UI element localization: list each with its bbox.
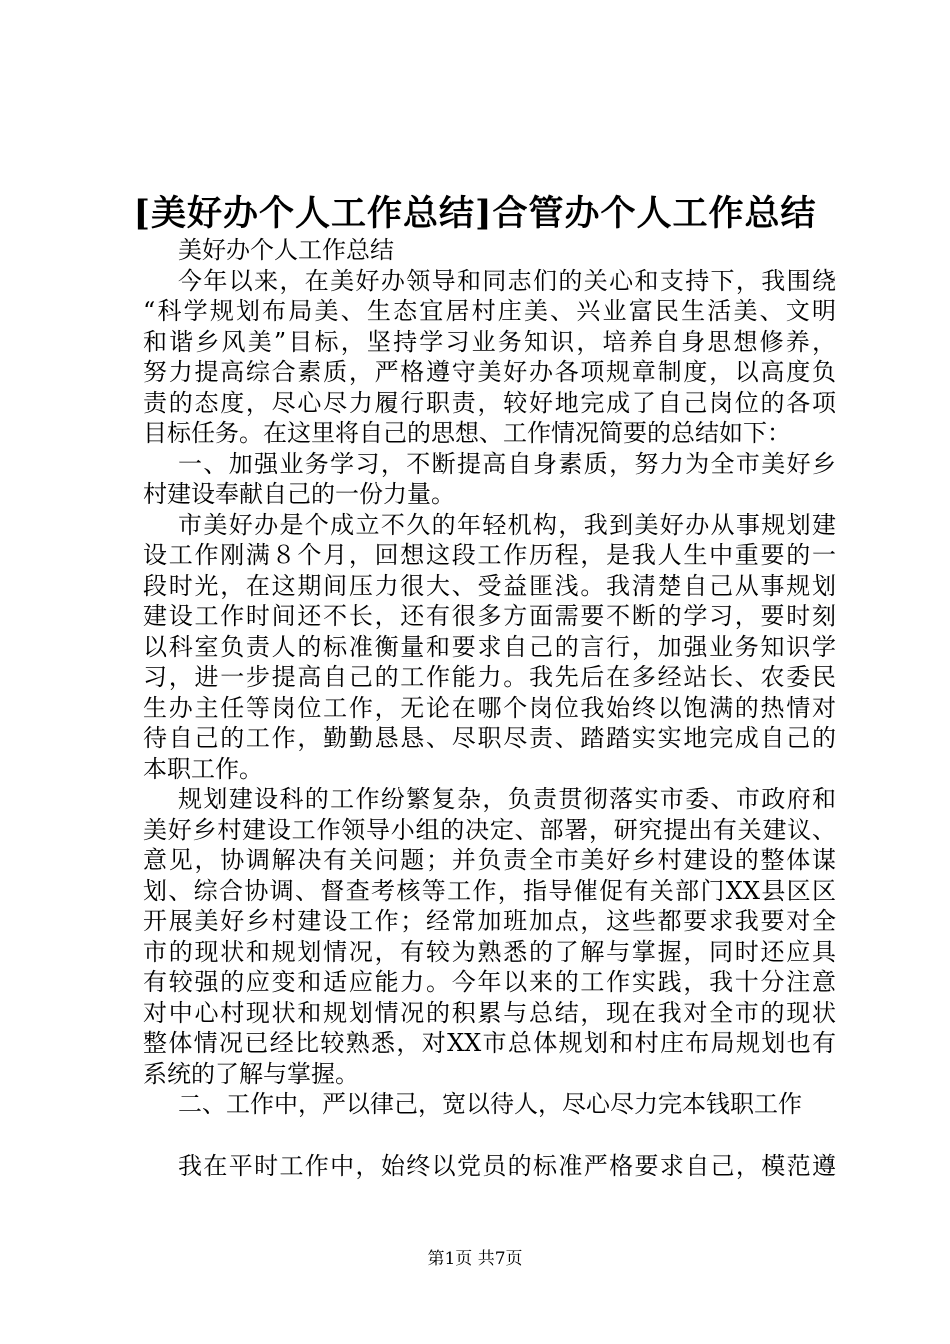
text-line: 一、加强业务学习，不断提高自身素质，努力为全市美好乡 xyxy=(178,449,836,478)
paragraph-gap xyxy=(143,1120,836,1151)
text-line: “科学规划布局美、生态宜居村庄美、兴业富民生活美、文明 xyxy=(143,297,836,325)
text-line: 二、工作中，严以律己，宽以待人，尽心尽力完本钱职工作 xyxy=(178,1090,802,1118)
text-line: 今年以来，在美好办领导和同志们的关心和支持下，我围绕 xyxy=(178,266,836,295)
text-line: 村建设奉献自己的一份力量。 xyxy=(143,480,455,508)
text-line: 和谐乡风美”目标，坚持学习业务知识，培养自身思想修养， xyxy=(143,327,836,356)
text-line: 美好乡村建设工作领导小组的决定、部署，研究提出有关建议、 xyxy=(143,815,836,844)
text-line: 有较强的应变和适应能力。今年以来的工作实践，我十分注意 xyxy=(143,968,836,996)
text-line: 责的态度，尽心尽力履行职责，较好地完成了自己岗位的各项 xyxy=(143,388,836,417)
text-line: 对中心村现状和规划情况的积累与总结，现在我对全市的现状 xyxy=(143,998,836,1027)
text-line: 市的现状和规划情况，有较为熟悉的了解与掌握，同时还应具 xyxy=(143,937,836,966)
text-line: 整体情况已经比较熟悉，对XX市总体规划和村庄布局规划也有 xyxy=(143,1029,836,1057)
text-line: 设工作刚满８个月，回想这段工作历程，是我人生中重要的一 xyxy=(143,541,836,569)
text-line: 市美好办是个成立不久的年轻机构，我到美好办从事规划建 xyxy=(178,510,836,539)
text-line: 规划建设科的工作纷繁复杂，负责贯彻落实市委、市政府和 xyxy=(178,785,836,813)
text-line: 生办主任等岗位工作，无论在哪个岗位我始终以饱满的热情对 xyxy=(143,693,836,722)
text-line: 系统的了解与掌握。 xyxy=(143,1059,359,1088)
text-line: 段时光，在这期间压力很大、受益匪浅。我清楚自己从事规划 xyxy=(143,571,836,600)
text-line: 开展美好乡村建设工作；经常加班加点，这些都要求我要对全 xyxy=(143,907,836,935)
text-line: 习，进一步提高自己的工作能力。我先后在多经站长、农委民 xyxy=(143,663,836,691)
text-line: 努力提高综合素质，严格遵守美好办各项规章制度，以高度负 xyxy=(143,358,836,386)
text-line: 划、综合协调、督查考核等工作，指导催促有关部门XX县区区 xyxy=(143,876,836,905)
document-body xyxy=(143,235,836,1181)
text-line: 建设工作时间还不长，还有很多方面需要不断的学习，要时刻 xyxy=(143,602,836,630)
document-title: [美好办个人工作总结]合管办个人工作总结 xyxy=(133,193,817,234)
text-line: 待自己的工作，勤勤恳恳、尽职尽责、踏踏实实地完成自己的 xyxy=(143,724,836,752)
text-line: 美好办个人工作总结 xyxy=(178,236,394,264)
text-line: 本职工作。 xyxy=(143,754,263,783)
text-line: 目标任务。在这里将自己的思想、工作情况简要的总结如下： xyxy=(143,419,791,447)
text-line: 我在平时工作中，始终以党员的标准严格要求自己，模范遵 xyxy=(178,1151,836,1180)
page-footer: 第1页 共7页 xyxy=(427,1249,523,1269)
text-line: 意见，协调解决有关问题；并负责全市美好乡村建设的整体谋 xyxy=(143,846,836,874)
text-line: 以科室负责人的标准衡量和要求自己的言行，加强业务知识学 xyxy=(143,632,836,661)
